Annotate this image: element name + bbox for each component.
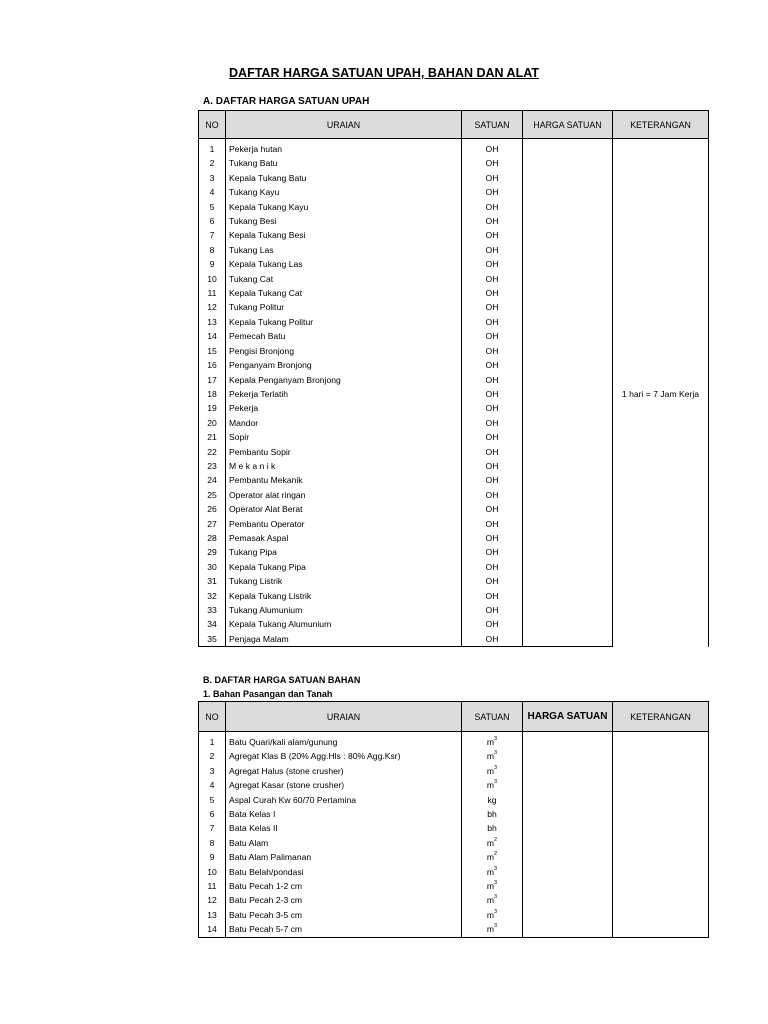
unit-exponent: 2 bbox=[494, 851, 498, 858]
row-keterangan bbox=[613, 850, 709, 864]
row-keterangan bbox=[613, 793, 709, 807]
table-row bbox=[199, 893, 709, 907]
row-satuan: OH bbox=[462, 286, 523, 300]
row-uraian: Agregat Kasar (stone crusher) bbox=[226, 778, 462, 792]
row-satuan: OH bbox=[462, 589, 523, 603]
row-satuan: OH bbox=[462, 315, 523, 329]
row-satuan bbox=[462, 807, 523, 821]
row-satuan bbox=[462, 865, 523, 879]
column-header-no: NO bbox=[199, 702, 226, 732]
table-row bbox=[199, 764, 709, 778]
row-harga-satuan bbox=[523, 416, 613, 430]
unit-text: bh bbox=[487, 809, 497, 820]
column-header-keterangan: KETERANGAN bbox=[613, 702, 709, 732]
row-number: 35 bbox=[199, 632, 226, 647]
row-satuan: OH bbox=[462, 617, 523, 631]
column-header-satuan: SATUAN bbox=[462, 702, 523, 732]
row-harga-satuan bbox=[523, 764, 613, 778]
row-harga-satuan bbox=[523, 517, 613, 531]
row-number: 16 bbox=[199, 358, 226, 372]
row-number: 3 bbox=[199, 171, 226, 185]
row-uraian: Pekerja Terlatih bbox=[226, 387, 462, 401]
column-header-harga-satuan: HARGA SATUAN bbox=[523, 702, 613, 732]
section-b-subheading: 1. Bahan Pasangan dan Tanah bbox=[203, 689, 333, 699]
table-row bbox=[199, 732, 709, 750]
unit-exponent: 3 bbox=[494, 865, 498, 872]
section-a-heading: A. DAFTAR HARGA SATUAN UPAH bbox=[203, 96, 370, 107]
row-harga-satuan bbox=[523, 344, 613, 358]
row-harga-satuan bbox=[523, 286, 613, 300]
row-satuan: OH bbox=[462, 545, 523, 559]
upah-table bbox=[198, 110, 709, 647]
row-number: 10 bbox=[199, 865, 226, 879]
row-uraian: Pekerja bbox=[226, 401, 462, 415]
row-harga-satuan bbox=[523, 574, 613, 588]
row-number: 5 bbox=[199, 793, 226, 807]
table-row bbox=[199, 749, 709, 763]
row-uraian: Mandor bbox=[226, 416, 462, 430]
row-uraian: Bata Kelas I bbox=[226, 807, 462, 821]
row-number: 22 bbox=[199, 445, 226, 459]
row-harga-satuan bbox=[523, 908, 613, 922]
row-satuan bbox=[462, 749, 523, 763]
row-uraian: Kepala Tukang Cat bbox=[226, 286, 462, 300]
row-keterangan bbox=[613, 732, 709, 750]
row-uraian: Pembantu Sopir bbox=[226, 445, 462, 459]
row-harga-satuan bbox=[523, 502, 613, 516]
page-title: DAFTAR HARGA SATUAN UPAH, BAHAN DAN ALAT bbox=[229, 66, 539, 80]
row-uraian: Kepala Tukang Batu bbox=[226, 171, 462, 185]
row-uraian: Operator Alat Berat bbox=[226, 502, 462, 516]
row-uraian: Tukang Politur bbox=[226, 300, 462, 314]
row-number: 34 bbox=[199, 617, 226, 631]
row-keterangan bbox=[613, 879, 709, 893]
unit-exponent: 2 bbox=[494, 836, 498, 843]
table-row bbox=[199, 139, 709, 157]
table-row bbox=[199, 821, 709, 835]
row-harga-satuan bbox=[523, 850, 613, 864]
row-satuan bbox=[462, 793, 523, 807]
row-satuan: OH bbox=[462, 574, 523, 588]
row-satuan: OH bbox=[462, 200, 523, 214]
row-satuan: OH bbox=[462, 243, 523, 257]
column-header-uraian: URAIAN bbox=[226, 702, 462, 732]
row-number: 33 bbox=[199, 603, 226, 617]
row-number: 31 bbox=[199, 574, 226, 588]
unit-text: kg bbox=[487, 794, 497, 805]
row-number: 4 bbox=[199, 185, 226, 199]
row-satuan: OH bbox=[462, 502, 523, 516]
unit-exponent: 3 bbox=[494, 894, 498, 901]
row-uraian: Penganyam Bronjong bbox=[226, 358, 462, 372]
row-satuan: OH bbox=[462, 517, 523, 531]
row-harga-satuan bbox=[523, 272, 613, 286]
row-satuan: OH bbox=[462, 329, 523, 343]
table-header-row bbox=[199, 702, 709, 732]
table-row bbox=[199, 865, 709, 879]
row-harga-satuan bbox=[523, 430, 613, 444]
row-harga-satuan bbox=[523, 807, 613, 821]
row-uraian: Kepala Penganyam Bronjong bbox=[226, 373, 462, 387]
table-row bbox=[199, 836, 709, 850]
row-satuan: OH bbox=[462, 531, 523, 545]
row-harga-satuan bbox=[523, 560, 613, 574]
row-uraian: Operator alat ringan bbox=[226, 488, 462, 502]
row-uraian: Tukang Alumunium bbox=[226, 603, 462, 617]
row-harga-satuan bbox=[523, 329, 613, 343]
row-satuan: OH bbox=[462, 488, 523, 502]
row-keterangan bbox=[613, 749, 709, 763]
row-satuan: OH bbox=[462, 387, 523, 401]
column-header-no: NO bbox=[199, 111, 226, 139]
row-uraian: Pembantu Mekanik bbox=[226, 473, 462, 487]
row-harga-satuan bbox=[523, 257, 613, 271]
row-uraian: Aspal Curah Kw 60/70 Pertamina bbox=[226, 793, 462, 807]
row-number: 8 bbox=[199, 243, 226, 257]
row-number: 15 bbox=[199, 344, 226, 358]
row-satuan: OH bbox=[462, 344, 523, 358]
unit-text: bh bbox=[487, 823, 497, 834]
row-harga-satuan bbox=[523, 445, 613, 459]
row-uraian: Penjaga Malam bbox=[226, 632, 462, 647]
row-harga-satuan bbox=[523, 401, 613, 415]
unit-exponent: 3 bbox=[494, 736, 498, 742]
column-header-harga-satuan: HARGA SATUAN bbox=[523, 111, 613, 139]
row-harga-satuan bbox=[523, 836, 613, 850]
row-satuan: OH bbox=[462, 401, 523, 415]
row-number: 29 bbox=[199, 545, 226, 559]
row-uraian: M e k a n i k bbox=[226, 459, 462, 473]
row-uraian: Tukang Pipa bbox=[226, 545, 462, 559]
row-harga-satuan bbox=[523, 821, 613, 835]
row-number: 14 bbox=[199, 922, 226, 937]
row-harga-satuan bbox=[523, 473, 613, 487]
row-number: 12 bbox=[199, 893, 226, 907]
row-keterangan bbox=[613, 807, 709, 821]
row-harga-satuan bbox=[523, 300, 613, 314]
row-number: 11 bbox=[199, 879, 226, 893]
row-uraian: Tukang Besi bbox=[226, 214, 462, 228]
row-uraian: Batu Alam bbox=[226, 836, 462, 850]
row-keterangan: 1 hari = 7 Jam Kerja bbox=[613, 139, 709, 647]
row-uraian: Kepala Tukang Las bbox=[226, 257, 462, 271]
row-keterangan bbox=[613, 893, 709, 907]
row-number: 12 bbox=[199, 300, 226, 314]
row-number: 1 bbox=[199, 732, 226, 750]
row-satuan: OH bbox=[462, 430, 523, 444]
row-number: 20 bbox=[199, 416, 226, 430]
column-header-keterangan: KETERANGAN bbox=[613, 111, 709, 139]
row-number: 6 bbox=[199, 214, 226, 228]
row-number: 27 bbox=[199, 517, 226, 531]
row-harga-satuan bbox=[523, 893, 613, 907]
row-number: 23 bbox=[199, 459, 226, 473]
unit-text: m bbox=[486, 852, 495, 863]
row-satuan: OH bbox=[462, 228, 523, 242]
row-number: 28 bbox=[199, 531, 226, 545]
row-harga-satuan bbox=[523, 171, 613, 185]
row-uraian: Batu Alam Palimanan bbox=[226, 850, 462, 864]
row-number: 13 bbox=[199, 908, 226, 922]
row-satuan: OH bbox=[462, 139, 523, 157]
row-uraian: Bata Kelas II bbox=[226, 821, 462, 835]
row-satuan: OH bbox=[462, 473, 523, 487]
unit-text: m bbox=[486, 881, 495, 892]
row-satuan: OH bbox=[462, 214, 523, 228]
row-number: 26 bbox=[199, 502, 226, 516]
unit-text: m bbox=[486, 924, 495, 935]
row-harga-satuan bbox=[523, 865, 613, 879]
row-satuan bbox=[462, 879, 523, 893]
row-number: 32 bbox=[199, 589, 226, 603]
unit-text: m bbox=[486, 737, 495, 747]
row-keterangan bbox=[613, 778, 709, 792]
row-number: 7 bbox=[199, 821, 226, 835]
table-row bbox=[199, 793, 709, 807]
row-keterangan bbox=[613, 865, 709, 879]
row-uraian: Tukang Batu bbox=[226, 156, 462, 170]
row-harga-satuan bbox=[523, 531, 613, 545]
row-uraian: Batu Quari/kali alam/gunung bbox=[226, 732, 462, 750]
row-harga-satuan bbox=[523, 793, 613, 807]
row-harga-satuan bbox=[523, 603, 613, 617]
table-row bbox=[199, 879, 709, 893]
row-harga-satuan bbox=[523, 373, 613, 387]
row-satuan: OH bbox=[462, 257, 523, 271]
row-satuan: OH bbox=[462, 156, 523, 170]
section-b-heading: B. DAFTAR HARGA SATUAN BAHAN bbox=[203, 675, 361, 685]
row-keterangan bbox=[613, 922, 709, 937]
unit-text: m bbox=[486, 765, 495, 776]
row-uraian: Kepala Tukang Besi bbox=[226, 228, 462, 242]
unit-text: m bbox=[486, 780, 495, 791]
row-uraian: Tukang Kayu bbox=[226, 185, 462, 199]
row-harga-satuan bbox=[523, 632, 613, 647]
row-number: 21 bbox=[199, 430, 226, 444]
row-uraian: Kepala Tukang Kayu bbox=[226, 200, 462, 214]
row-harga-satuan bbox=[523, 139, 613, 157]
row-satuan bbox=[462, 908, 523, 922]
unit-text: m bbox=[486, 895, 495, 906]
row-uraian: Tukang Listrik bbox=[226, 574, 462, 588]
row-keterangan bbox=[613, 764, 709, 778]
row-number: 14 bbox=[199, 329, 226, 343]
table-row bbox=[199, 778, 709, 792]
row-satuan: OH bbox=[462, 560, 523, 574]
row-uraian: Agregat Halus (stone crusher) bbox=[226, 764, 462, 778]
row-uraian: Tukang Cat bbox=[226, 272, 462, 286]
row-number: 13 bbox=[199, 315, 226, 329]
row-satuan: OH bbox=[462, 459, 523, 473]
unit-exponent: 3 bbox=[494, 764, 498, 771]
row-uraian: Kepala Tukang Alumunium bbox=[226, 617, 462, 631]
row-harga-satuan bbox=[523, 459, 613, 473]
row-number: 19 bbox=[199, 401, 226, 415]
row-uraian: Sopir bbox=[226, 430, 462, 444]
row-uraian: Pemecah Batu bbox=[226, 329, 462, 343]
row-harga-satuan bbox=[523, 243, 613, 257]
row-satuan bbox=[462, 778, 523, 792]
row-uraian: Pemasak Aspal bbox=[226, 531, 462, 545]
column-header-uraian: URAIAN bbox=[226, 111, 462, 139]
row-satuan: OH bbox=[462, 358, 523, 372]
row-satuan bbox=[462, 732, 523, 750]
row-number: 2 bbox=[199, 156, 226, 170]
unit-text: m bbox=[486, 909, 495, 920]
row-harga-satuan bbox=[523, 200, 613, 214]
row-satuan: OH bbox=[462, 603, 523, 617]
row-uraian: Batu Pecah 2-3 cm bbox=[226, 893, 462, 907]
bahan-table bbox=[198, 701, 709, 938]
row-number: 18 bbox=[199, 387, 226, 401]
row-uraian: Kepala Tukang Pipa bbox=[226, 560, 462, 574]
row-harga-satuan bbox=[523, 214, 613, 228]
row-number: 9 bbox=[199, 850, 226, 864]
table-row bbox=[199, 908, 709, 922]
row-uraian: Batu Pecah 3-5 cm bbox=[226, 908, 462, 922]
row-harga-satuan bbox=[523, 387, 613, 401]
row-satuan: OH bbox=[462, 632, 523, 647]
unit-exponent: 3 bbox=[494, 750, 498, 757]
row-number: 1 bbox=[199, 139, 226, 157]
row-uraian: Pembantu Operator bbox=[226, 517, 462, 531]
row-satuan: OH bbox=[462, 171, 523, 185]
row-satuan: OH bbox=[462, 445, 523, 459]
row-satuan: OH bbox=[462, 185, 523, 199]
table-row bbox=[199, 922, 709, 937]
row-number: 9 bbox=[199, 257, 226, 271]
row-uraian: Agregat Klas B (20% Agg.Hls : 80% Agg.Ksr) bbox=[226, 749, 462, 763]
row-uraian: Batu Pecah 1-2 cm bbox=[226, 879, 462, 893]
row-keterangan bbox=[613, 908, 709, 922]
row-uraian: Kepala Tukang Politur bbox=[226, 315, 462, 329]
row-uraian: Kepala Tukang Listrik bbox=[226, 589, 462, 603]
row-harga-satuan bbox=[523, 156, 613, 170]
row-satuan: OH bbox=[462, 416, 523, 430]
row-number: 25 bbox=[199, 488, 226, 502]
row-harga-satuan bbox=[523, 617, 613, 631]
unit-exponent: 3 bbox=[494, 880, 498, 887]
unit-text: m bbox=[486, 866, 495, 877]
row-satuan: OH bbox=[462, 272, 523, 286]
row-number: 8 bbox=[199, 836, 226, 850]
row-uraian: Batu Belah/pondasi bbox=[226, 865, 462, 879]
row-satuan: OH bbox=[462, 300, 523, 314]
row-harga-satuan bbox=[523, 185, 613, 199]
row-harga-satuan bbox=[523, 315, 613, 329]
unit-text: m bbox=[486, 751, 495, 762]
row-harga-satuan bbox=[523, 228, 613, 242]
row-number: 6 bbox=[199, 807, 226, 821]
row-satuan: OH bbox=[462, 373, 523, 387]
row-number: 2 bbox=[199, 749, 226, 763]
column-header-satuan: SATUAN bbox=[462, 111, 523, 139]
row-number: 7 bbox=[199, 228, 226, 242]
row-number: 30 bbox=[199, 560, 226, 574]
row-harga-satuan bbox=[523, 879, 613, 893]
row-harga-satuan bbox=[523, 922, 613, 937]
table-row bbox=[199, 807, 709, 821]
table-header-row bbox=[199, 111, 709, 139]
row-harga-satuan bbox=[523, 732, 613, 750]
row-harga-satuan bbox=[523, 778, 613, 792]
row-harga-satuan bbox=[523, 488, 613, 502]
unit-exponent: 3 bbox=[494, 779, 498, 786]
table-row bbox=[199, 850, 709, 864]
row-uraian: Pekerja hutan bbox=[226, 139, 462, 157]
row-number: 17 bbox=[199, 373, 226, 387]
row-keterangan bbox=[613, 836, 709, 850]
row-harga-satuan bbox=[523, 589, 613, 603]
row-number: 5 bbox=[199, 200, 226, 214]
row-satuan bbox=[462, 922, 523, 937]
row-satuan bbox=[462, 764, 523, 778]
row-harga-satuan bbox=[523, 358, 613, 372]
row-number: 11 bbox=[199, 286, 226, 300]
row-satuan bbox=[462, 850, 523, 864]
row-harga-satuan bbox=[523, 545, 613, 559]
row-uraian: Batu Pecah 5-7 cm bbox=[226, 922, 462, 937]
unit-exponent: 3 bbox=[494, 908, 498, 915]
row-uraian: Pengisi Bronjong bbox=[226, 344, 462, 358]
row-number: 24 bbox=[199, 473, 226, 487]
row-satuan bbox=[462, 893, 523, 907]
row-number: 10 bbox=[199, 272, 226, 286]
row-number: 3 bbox=[199, 764, 226, 778]
row-harga-satuan bbox=[523, 749, 613, 763]
unit-exponent: 3 bbox=[494, 923, 498, 930]
row-satuan bbox=[462, 821, 523, 835]
row-satuan bbox=[462, 836, 523, 850]
row-keterangan bbox=[613, 821, 709, 835]
row-uraian: Tukang Las bbox=[226, 243, 462, 257]
unit-text: m bbox=[486, 837, 495, 848]
row-number: 4 bbox=[199, 778, 226, 792]
